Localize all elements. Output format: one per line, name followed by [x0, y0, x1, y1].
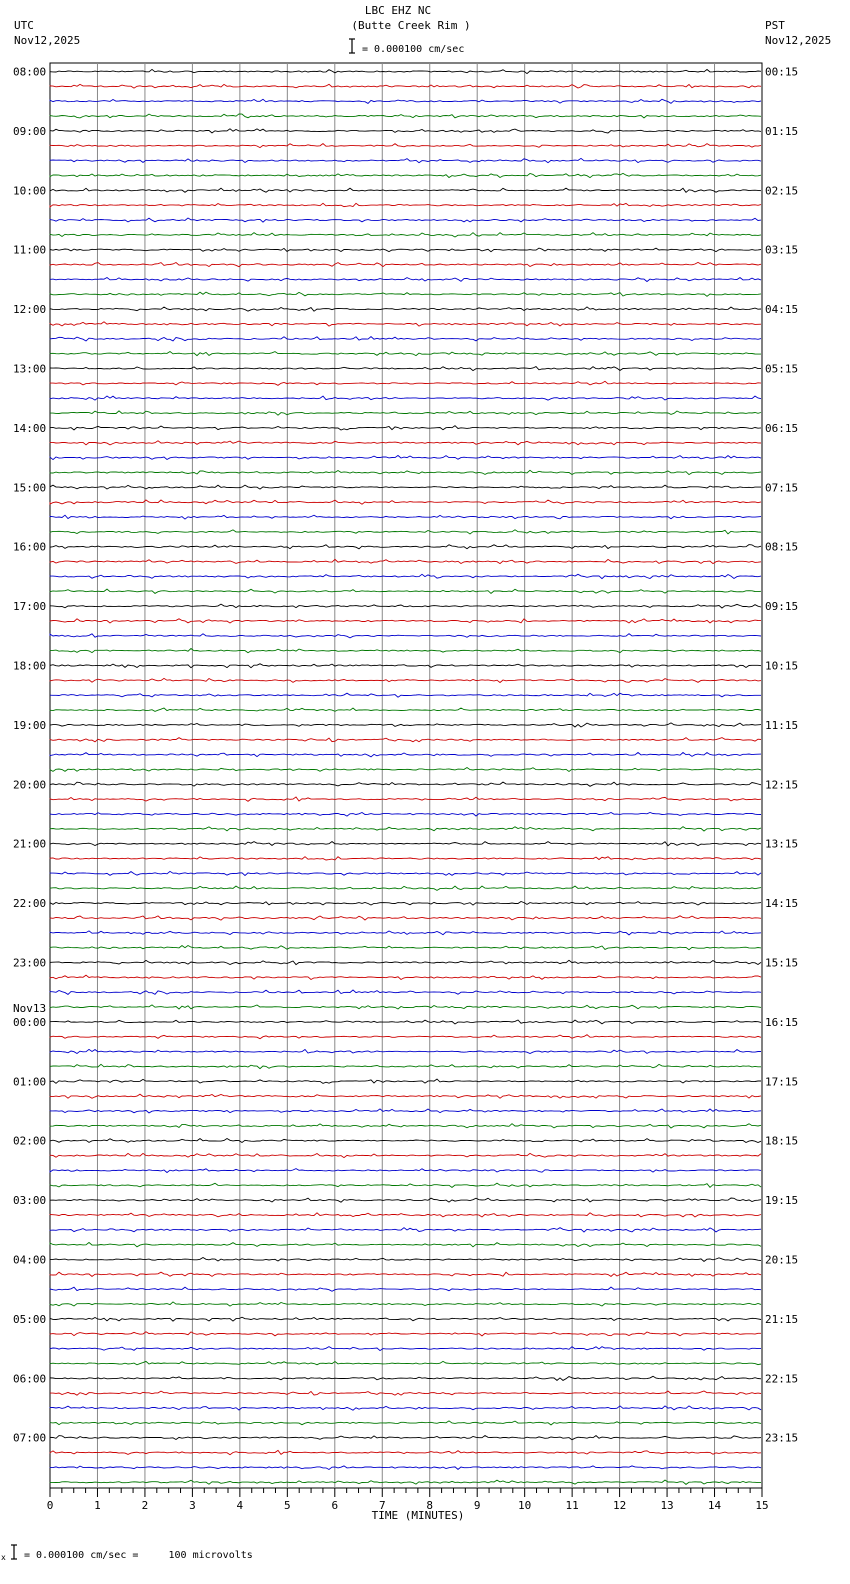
- trace-row: [50, 708, 761, 711]
- trace-row: [50, 99, 761, 103]
- pst-date: Nov12,2025: [765, 34, 832, 47]
- trace-row: [50, 960, 761, 964]
- scale-label: = 0.000100 cm/sec: [362, 44, 465, 55]
- trace-row: [50, 381, 761, 385]
- trace-row: [50, 530, 761, 534]
- x-tick-label: 10: [518, 1499, 532, 1512]
- pst-hour-label: 18:15: [765, 1134, 799, 1148]
- pst-hour-label: 01:15: [765, 124, 799, 138]
- trace-row: [50, 470, 761, 474]
- x-tick-label: 0: [46, 1499, 54, 1512]
- pst-hour-label: 09:15: [765, 600, 799, 614]
- utc-hour-label: 18:00: [13, 659, 47, 673]
- trace-row: [50, 1228, 761, 1232]
- trace-row: [50, 1376, 761, 1380]
- utc-hour-label: 03:00: [13, 1194, 47, 1208]
- trace-row: [50, 1109, 761, 1113]
- trace-row: [50, 278, 761, 282]
- trace-row: [50, 1450, 761, 1454]
- trace-row: [50, 1480, 761, 1484]
- trace-row: [50, 1406, 761, 1410]
- x-tick-label: 7: [378, 1499, 386, 1512]
- trace-row: [50, 337, 761, 341]
- trace-row: [50, 753, 761, 757]
- trace-row: [50, 723, 761, 727]
- trace-row: [50, 1183, 761, 1187]
- trace-row: [50, 411, 761, 415]
- pst-hour-label: 13:15: [765, 837, 799, 851]
- utc-hour-label: 15:00: [13, 481, 47, 495]
- utc-hour-label: 08:00: [13, 65, 47, 79]
- pst-hour-label: 02:15: [765, 184, 799, 198]
- trace-row: [50, 1020, 761, 1024]
- pst-hour-label: 06:15: [765, 421, 799, 435]
- trace-row: [50, 738, 761, 742]
- trace-row: [50, 1124, 761, 1128]
- trace-row: [50, 604, 761, 608]
- x-tick-label: 14: [707, 1499, 722, 1512]
- trace-row: [50, 1436, 761, 1440]
- trace-row: [50, 1064, 761, 1068]
- trace-row: [50, 396, 761, 400]
- x-tick-label: 2: [141, 1499, 149, 1512]
- trace-row: [50, 813, 761, 817]
- pst-hour-label: 10:15: [765, 659, 799, 673]
- trace-row: [50, 84, 761, 88]
- x-tick-label: 6: [331, 1499, 339, 1512]
- utc-date: Nov12,2025: [14, 34, 81, 47]
- utc-hour-label: 09:00: [13, 124, 47, 138]
- x-tick-label: 11: [565, 1499, 579, 1512]
- trace-row: [50, 1139, 761, 1143]
- utc-hour-label: 12:00: [13, 303, 47, 317]
- trace-row: [50, 1302, 761, 1306]
- utc-label: UTC: [14, 19, 34, 32]
- utc-hour-label: 16:00: [13, 540, 47, 554]
- trace-row: [50, 1347, 761, 1351]
- trace-row: [50, 857, 761, 860]
- trace-row: [50, 1169, 761, 1173]
- trace-row: [50, 975, 761, 979]
- trace-row: [50, 1258, 761, 1262]
- trace-row: [50, 916, 761, 920]
- trace-row: [50, 1361, 761, 1364]
- pst-label: PST: [765, 19, 785, 32]
- x-tick-label: 3: [189, 1499, 196, 1512]
- trace-row: [50, 545, 761, 549]
- trace-row: [50, 842, 761, 846]
- trace-row: [50, 1035, 761, 1039]
- trace-row: [50, 69, 761, 73]
- trace-row: [50, 485, 761, 489]
- x-tick-label: 5: [284, 1499, 291, 1512]
- trace-row: [50, 1243, 761, 1247]
- pst-hour-label: 14:15: [765, 897, 799, 911]
- utc-hour-label: 14:00: [13, 421, 47, 435]
- utc-hour-label: 06:00: [13, 1372, 47, 1386]
- trace-row: [50, 426, 761, 430]
- utc-hour-label: 22:00: [13, 897, 47, 911]
- trace-row: [50, 1332, 761, 1336]
- utc-hour-label: 23:00: [13, 956, 47, 970]
- trace-row: [50, 782, 761, 786]
- pst-hour-label: 23:15: [765, 1431, 799, 1445]
- x-tick-label: 13: [660, 1499, 674, 1512]
- utc-hour-label: 02:00: [13, 1134, 47, 1148]
- trace-row: [50, 248, 761, 252]
- trace-row: [50, 188, 761, 192]
- trace-row: [50, 693, 761, 697]
- trace-row: [50, 990, 761, 994]
- utc-hour-label: 00:00: [13, 1015, 47, 1029]
- pst-hour-label: 00:15: [765, 65, 799, 79]
- x-tick-label: 9: [473, 1499, 481, 1512]
- trace-row: [50, 768, 761, 772]
- trace-row: [50, 352, 761, 356]
- trace-row: [50, 441, 761, 445]
- trace-row: [50, 1466, 761, 1470]
- trace-row: [50, 649, 761, 653]
- x-tick-label: 8: [426, 1499, 434, 1512]
- utc-hour-label: 19:00: [13, 718, 47, 732]
- trace-row: [50, 1421, 761, 1425]
- trace-row: [50, 515, 761, 519]
- pst-hour-label: 20:15: [765, 1253, 799, 1267]
- pst-hour-label: 08:15: [765, 540, 799, 554]
- trace-row: [50, 322, 761, 326]
- trace-row: [50, 218, 761, 222]
- pst-hour-label: 03:15: [765, 243, 799, 257]
- trace-row: [50, 173, 761, 177]
- pst-hour-label: 11:15: [765, 718, 799, 732]
- trace-row: [50, 144, 761, 148]
- pst-hour-label: 16:15: [765, 1015, 799, 1029]
- pst-hour-label: 17:15: [765, 1075, 799, 1089]
- x-tick-label: 1: [94, 1499, 101, 1512]
- utc-hour-label: 20:00: [13, 778, 47, 792]
- trace-row: [50, 1005, 761, 1009]
- pst-hour-label: 07:15: [765, 481, 799, 495]
- trace-row: [50, 1391, 761, 1395]
- trace-row: [50, 158, 761, 162]
- trace-row: [50, 1198, 761, 1202]
- trace-row: [50, 203, 761, 207]
- utc-hour-label: 10:00: [13, 184, 47, 198]
- trace-row: [50, 129, 761, 133]
- x-axis-title: TIME (MINUTES): [371, 1509, 465, 1522]
- trace-row: [50, 797, 761, 801]
- corner-mark: x: [1, 1553, 6, 1562]
- trace-row: [50, 664, 761, 668]
- pst-hour-label: 04:15: [765, 303, 799, 317]
- trace-row: [50, 307, 761, 311]
- trace-row: [50, 233, 761, 237]
- utc-hour-label: 04:00: [13, 1253, 47, 1267]
- date-marker-label: Nov13: [13, 1001, 47, 1015]
- trace-row: [50, 619, 761, 623]
- trace-row: [50, 827, 761, 831]
- trace-row: [50, 902, 761, 906]
- utc-hour-label: 07:00: [13, 1431, 47, 1445]
- station-location: (Butte Creek Rim ): [351, 19, 471, 32]
- trace-row: [50, 589, 761, 593]
- station-title: LBC EHZ NC: [364, 4, 432, 17]
- trace-row: [50, 559, 761, 563]
- utc-hour-label: 21:00: [13, 837, 47, 851]
- trace-row: [50, 1094, 761, 1098]
- trace-row: [50, 946, 761, 950]
- trace-row: [50, 1049, 761, 1053]
- pst-hour-label: 05:15: [765, 362, 799, 376]
- trace-row: [50, 931, 761, 935]
- x-tick-label: 4: [236, 1499, 244, 1512]
- footer-scale-note: = 0.000100 cm/sec = 100 microvolts: [24, 1550, 253, 1561]
- trace-row: [50, 1213, 761, 1217]
- trace-row: [50, 500, 761, 504]
- pst-hour-label: 12:15: [765, 778, 799, 792]
- trace-row: [50, 634, 761, 638]
- pst-hour-label: 19:15: [765, 1194, 799, 1208]
- trace-row: [50, 262, 761, 266]
- trace-row: [50, 1272, 761, 1276]
- trace-row: [50, 114, 761, 118]
- footer-scale-bar-icon: [10, 1544, 20, 1560]
- utc-hour-label: 17:00: [13, 600, 47, 614]
- pst-hour-label: 22:15: [765, 1372, 799, 1386]
- trace-row: [50, 1317, 761, 1321]
- trace-row: [50, 1287, 761, 1291]
- trace-row: [50, 456, 761, 460]
- pst-hour-label: 21:15: [765, 1312, 799, 1326]
- trace-row: [50, 871, 761, 875]
- pst-hour-label: 15:15: [765, 956, 799, 970]
- trace-row: [50, 367, 761, 371]
- x-tick-label: 12: [612, 1499, 627, 1512]
- trace-row: [50, 678, 761, 682]
- utc-hour-label: 01:00: [13, 1075, 47, 1089]
- trace-row: [50, 886, 761, 890]
- utc-hour-label: 11:00: [13, 243, 47, 257]
- x-tick-label: 15: [755, 1499, 769, 1512]
- trace-row: [50, 574, 761, 578]
- utc-hour-label: 05:00: [13, 1312, 47, 1326]
- trace-row: [50, 292, 761, 296]
- trace-row: [50, 1079, 761, 1083]
- utc-hour-label: 13:00: [13, 362, 47, 376]
- trace-row: [50, 1153, 761, 1157]
